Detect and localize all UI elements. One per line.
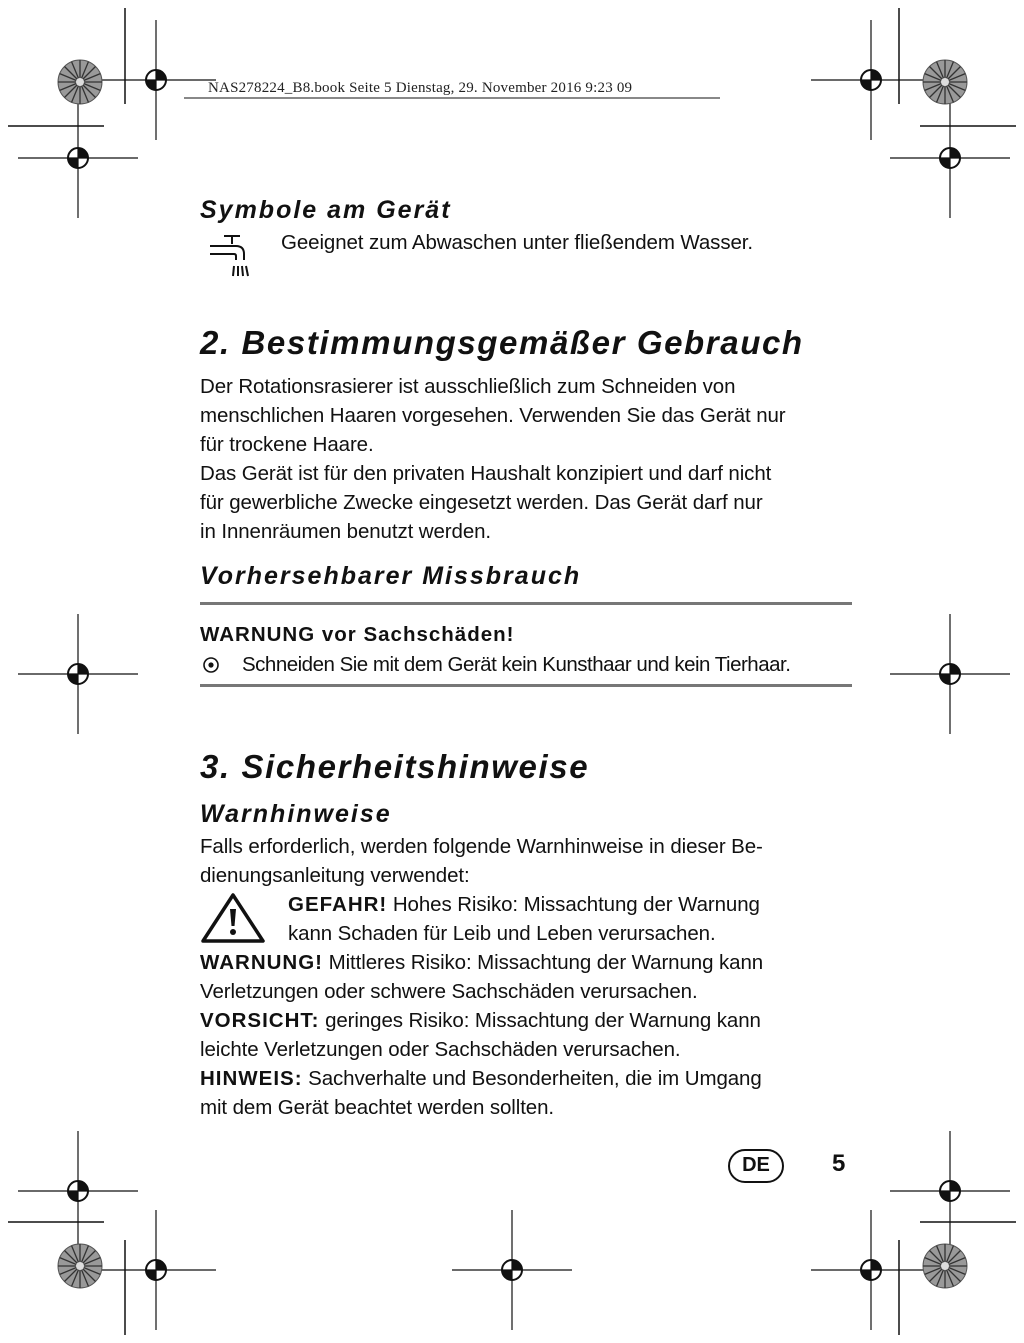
- section2-body: [200, 372, 786, 546]
- symbols-heading: Symbole am Gerät: [200, 196, 452, 224]
- danger-line: Hohes Risiko: Missachtung der Warnung: [387, 893, 760, 916]
- language-badge: DE: [728, 1149, 784, 1183]
- section2-line: für trockene Haare.: [200, 433, 374, 456]
- warning-box-top-rule: [200, 602, 852, 605]
- section2-line: menschlichen Haaren vorgesehen. Verwenden Sie das Gerät nur: [200, 404, 786, 427]
- warnhinweise-heading: Warnhinweise: [200, 800, 392, 828]
- page-number: 5: [832, 1150, 846, 1177]
- misuse-heading: Vorhersehbarer Missbrauch: [200, 562, 582, 590]
- level-definitions: [200, 948, 763, 1122]
- warning-box-bottom-rule: [200, 684, 852, 687]
- warning-triangle-icon: [200, 892, 266, 944]
- warning-item: Schneiden Sie mit dem Gerät kein Kunsthaar und kein Tierhaar.: [242, 653, 791, 676]
- vorsicht-label: VORSICHT:: [200, 1009, 320, 1032]
- intro-line: dienungsanleitung verwendet:: [200, 864, 470, 887]
- danger-text: [288, 890, 760, 948]
- section2-line: Das Gerät ist für den privaten Haushalt konzipiert und darf nicht: [200, 462, 772, 485]
- warnung-line: Mittleres Risiko: Missachtung der Warnung kann: [323, 951, 764, 974]
- section2-line: Der Rotationsrasierer ist ausschließlich zum Schneiden von: [200, 375, 736, 398]
- tap-description: Geeignet zum Abwaschen unter fließendem Wasser.: [281, 231, 753, 254]
- section3-heading: 3. Sicherheitshinweise: [200, 748, 590, 785]
- hinweis-line: Sachverhalte und Besonderheiten, die im Umgang: [302, 1067, 762, 1090]
- circled-dot-icon: [202, 656, 220, 674]
- vorsicht-line: geringes Risiko: Missachtung der Warnung kann: [319, 1009, 761, 1032]
- warnhinweise-intro: [200, 832, 763, 890]
- danger-line: kann Schaden für Leib und Leben verursachen.: [288, 922, 716, 945]
- warning-title: WARNUNG vor Sachschäden!: [200, 623, 515, 646]
- hinweis-line: mit dem Gerät beachtet werden sollten.: [200, 1096, 554, 1119]
- intro-line: Falls erforderlich, werden folgende Warnhinweise in dieser Be-: [200, 835, 763, 858]
- danger-label: GEFAHR!: [288, 893, 388, 916]
- section2-line: in Innenräumen benutzt werden.: [200, 520, 492, 543]
- section2-line: für gewerbliche Zwecke eingesetzt werden. Das Gerät darf nur: [200, 491, 763, 514]
- vorsicht-line: leichte Verletzungen oder Sachschäden verursachen.: [200, 1038, 681, 1061]
- water-tap-icon: [206, 232, 256, 278]
- warnung-label: WARNUNG!: [200, 951, 324, 974]
- slug-line: NAS278224_B8.book Seite 5 Dienstag, 29. November 2016 9:23 09: [208, 80, 633, 96]
- section2-heading: 2. Bestimmungsgemäßer Gebrauch: [200, 324, 804, 361]
- hinweis-label: HINWEIS:: [200, 1067, 303, 1090]
- warnung-line: Verletzungen oder schwere Sachschäden verursachen.: [200, 980, 698, 1003]
